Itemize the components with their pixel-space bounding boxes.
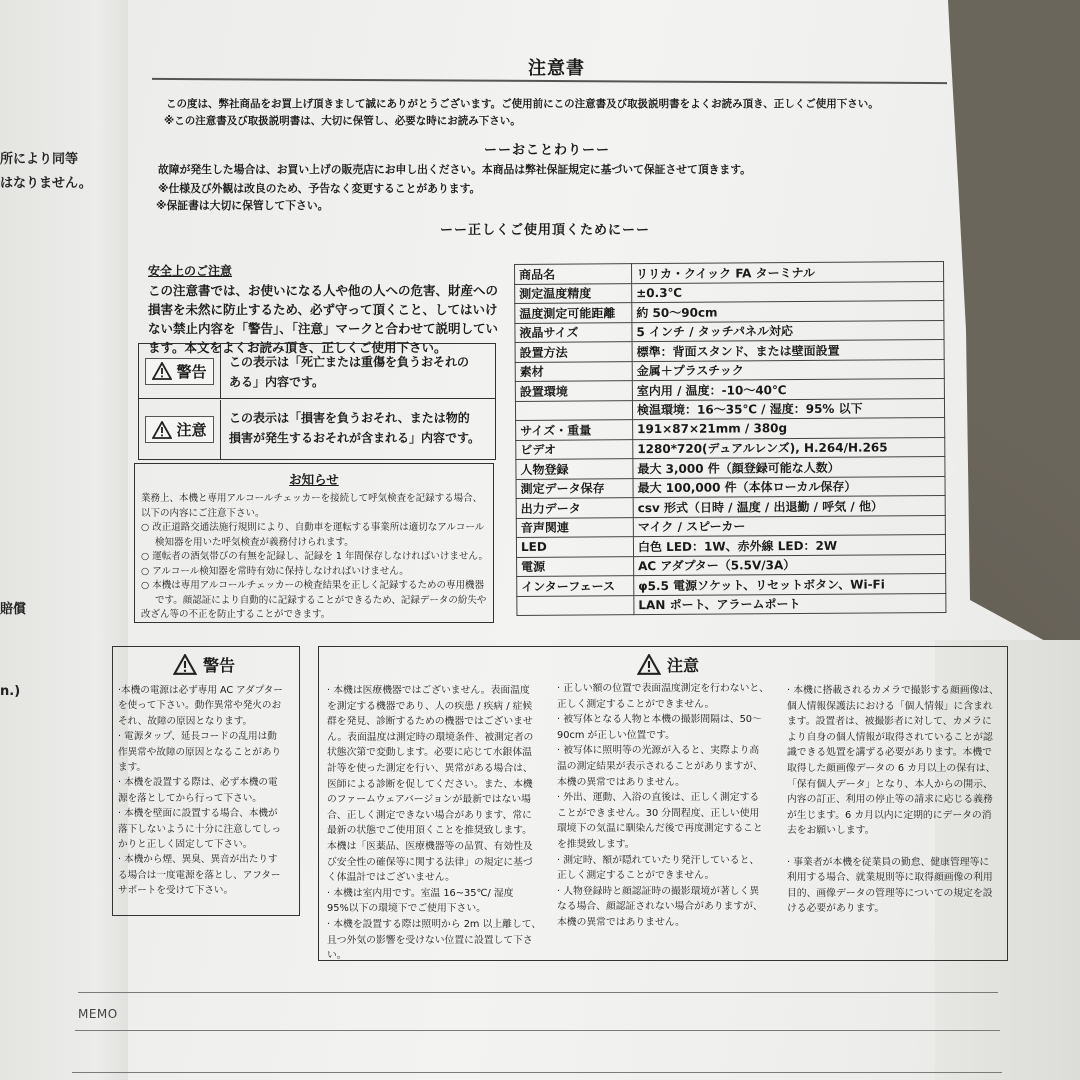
- warning-line: を使って下さい。動作異常や発火のお: [118, 700, 282, 712]
- caution-badge-label: 注意: [176, 421, 207, 439]
- disclaimer-line: 故障が発生した場合は、お買い上げの販売店にお申し出ください。本商品は弊社保証規定に基づいて保証させて頂きます。: [158, 163, 751, 176]
- spec-value: 室内用 / 温度：-10〜40℃: [632, 378, 944, 400]
- caution-description: 損害が発生するおそれが含まれる」内容です。: [229, 431, 481, 445]
- spec-key: 電源: [517, 556, 634, 576]
- memo-rule: [72, 1072, 1002, 1073]
- memo-rule: [78, 992, 998, 993]
- notice-box: [134, 463, 494, 623]
- memo-label: MEMO: [78, 1007, 118, 1021]
- spec-value: 最大 100,000 件（本体ローカル保存）: [633, 476, 945, 498]
- warning-line: それ、故障の原因となります。: [118, 715, 253, 727]
- spec-value: 191×87×21mm / 380g: [633, 417, 945, 439]
- notice-line: 改ざん等の不正を防止することができます。: [141, 609, 331, 620]
- notice-line: です。顔認証により自動的に記録することができるため、記録データの紛失や: [155, 594, 487, 606]
- warning-line: · 電源タップ、延長コードの乱用は動: [118, 731, 277, 743]
- warning-triangle-icon: [152, 421, 172, 439]
- warning-triangle-icon: [173, 654, 197, 675]
- disclaimer-heading: ーーおことわりーー: [484, 143, 611, 158]
- spec-key: 商品名: [515, 264, 632, 284]
- notice-heading: お知らせ: [289, 472, 339, 487]
- spec-key: インターフェース: [517, 576, 634, 596]
- caution-column-3: · 本機に搭載されるカメラで撮影する顔画像は、 個人情報保護法における「個人情報」に含まれ ます。設置者は、被撮影者に対して、カメラに より自身の個人情報が取得されていることが認 識できる処置を講ずる必要があります。本機で 取得した顔画像データの 6 カ月以上の保有は、 「保有個人データ」となり、本人からの開示、 内容の訂正、利用の停止等の請求に応じる義務 が生じます。6 カ月以内に定期的にデータの消 去をお願いします。 · 事業者が本機を従業員の勤怠、健康管理等に 利用する場合、就業規則等に取得顔画像の利用 目的、画像データの管理等についての規定を設 ける必要があります。: [787, 685, 999, 915]
- safety-line: 損害を未然に防止するため、必ず守って頂くこと、してはいけ: [148, 302, 498, 317]
- spec-key: [517, 595, 634, 615]
- mark-legend-table: [138, 343, 496, 460]
- page-title: 注意書: [528, 58, 585, 79]
- disclaimer-line: ※保証書は大切に保管して下さい。: [156, 199, 329, 212]
- notice-line: 検知器を用いた呼気検査が義務付けられます。: [155, 536, 354, 548]
- notice-line: 業務上、本機と専用アルコールチェッカーを接続して呼気検査を記録する場合、: [141, 493, 483, 504]
- spec-key: 温度測定可能距離: [515, 303, 632, 323]
- warning-box-title: 警告: [173, 653, 235, 676]
- spec-key: 出力データ: [516, 498, 633, 518]
- spec-value: マイク / スピーカー: [633, 515, 945, 537]
- safety-heading: 安全上のご注意: [148, 264, 233, 278]
- spec-key: LED: [516, 537, 633, 557]
- disclaimer-line: ※仕様及び外観は改良のため、予告なく変更することがあります。: [158, 182, 481, 195]
- left-page-fragment: n.): [0, 684, 21, 699]
- spec-value: 最大 3,000 件（顔登録可能な人数）: [633, 456, 945, 478]
- notice-line: ○ 運転者の酒気帯びの有無を記録し、記録を 1 年間保存しなければいけません。: [141, 551, 488, 562]
- spec-value: 1280*720(デュアルレンズ), H.264/H.265: [633, 437, 945, 459]
- spec-key: [515, 400, 632, 420]
- warning-line: 源を落としてから行って下さい。: [118, 792, 262, 804]
- spec-value: 白色 LED：1W、赤外線 LED：2W: [633, 534, 945, 556]
- spec-value: csv 形式（日時 / 温度 / 出退勤 / 呼気 / 他）: [633, 495, 945, 517]
- intro-line: ※この注意書及び取扱説明書は、大切に保管し、必要な時にお読み下さい。: [164, 115, 521, 127]
- caution-badge: [145, 416, 213, 443]
- caution-box: [318, 646, 1008, 961]
- spec-value: φ5.5 電源ソケット、リセットボタン、Wi-Fi: [634, 573, 946, 595]
- warning-line: 作異常や故障の原因となることがあり: [118, 746, 282, 758]
- warning-description: この表示は「死亡または重傷を負うおそれの: [229, 355, 470, 369]
- caution-column-2: · 正しい額の位置で表面温度測定を行わないと、 正しく測定することができません。 · 被写体となる人物と本機の撮影間隔は、50〜 90cm が正しい位置です。 · 被写体に照明等の光源が入ると、実際より高 温の測定結果が表示されることがありますが、 本機の異常ではありません。 · 外出、運動、入浴の直後は、正しく測定する ことができません。30 分間程度、正しい使用 環境下の気温に馴染んだ後で再度測定すること を推奨致します。 · 測定時、額が隠れていたり発汗していると、 正しく測定することができません。 · 人物登録時と顔認証時の撮影環境が著しく異 なる場合、顔認証されない場合がありますが、 本機の異常ではありません。: [557, 683, 769, 928]
- memo-rule: [75, 1030, 1000, 1031]
- safety-line: この注意書では、お使いになる人や他の人への危害、財産への: [148, 283, 499, 298]
- intro-line: この度は、弊社商品をお買上げ頂きまして誠にありがとうございます。ご使用前にこの注意書及び取扱説明書をよくお読み頂き、正しくご使用下さい。: [166, 98, 879, 110]
- caution-column-1: · 本機は医療機器ではございません。表面温度 を測定する機器であり、人の疾患 / 疾病 / 症候 群を発見、診断するための機器ではございませ ん。表面温度は測定時の環境条件、被測定者の 状態次第で変動します。必要に応じて水銀体温 計等を使った測定を行い、異常がある場合は、 医師による診断を促してください。また、本機 のファームウェアバージョンが最新ではない場 合、正しく測定できない場合があります、常に 最新の状態でご使用頂くことを推奨致します。 本機は「医薬品、医療機器等の品質、有効性及 び安全性の確保等に関する法律」の規定に基づ く体温計ではございません。 · 本機は室内用です。室温 16~35℃/ 湿度 95%以下の環境下でご使用下さい。 · 本機を設置する際は照明から 2m 以上離して、 且つ外気の影響を受けない位置に設置して下さ い。: [327, 685, 542, 962]
- spec-key: 人物登録: [516, 459, 633, 479]
- warning-line: · 本機から煙、異臭、異音が出たりす: [118, 854, 278, 866]
- notice-line: ○ 本機は専用アルコールチェッカーの検査結果を正しく記録するための専用機器: [141, 580, 484, 591]
- warning-line: ます。: [118, 762, 147, 774]
- spec-key: 液晶サイズ: [515, 322, 632, 342]
- warning-triangle-icon: [152, 362, 172, 380]
- warning-triangle-icon: [637, 654, 661, 675]
- spec-key: 測定温度精度: [515, 283, 632, 303]
- left-page-fragment: 賠償: [0, 602, 27, 617]
- mark-row-warning: [139, 344, 495, 399]
- caution-box-title: 注意: [637, 653, 699, 676]
- left-page-fragment: 所により同等: [0, 152, 79, 167]
- spec-value: ±0.3℃: [632, 281, 944, 303]
- safety-line: ます。本文をよくお読み頂き、正しくご使用下さい。: [148, 340, 447, 355]
- spec-row: [517, 593, 946, 615]
- caution-description: この表示は「損害を負うおそれ、または物的: [229, 411, 470, 425]
- spec-key: 音声関連: [516, 517, 633, 537]
- spec-key: ビデオ: [516, 439, 633, 459]
- spec-key: 素材: [515, 361, 632, 381]
- mark-row-caution: [139, 400, 495, 459]
- spec-key: 設置環境: [515, 381, 632, 401]
- left-page-fragment: はなりません。: [0, 176, 92, 191]
- notice-line: 以下の内容にご注意下さい。: [141, 507, 265, 519]
- spec-value: AC アダプター（5.5V/3A）: [634, 554, 946, 576]
- spec-value: 標準：背面スタンド、または壁面設置: [632, 339, 944, 361]
- spec-value: 約 50〜90cm: [632, 301, 944, 323]
- warning-line: サポートを受けて下さい。: [118, 885, 234, 897]
- warning-line: ·本機の電源は必ず専用 AC アダプター: [118, 685, 283, 696]
- notice-line: ○ アルコール検知器を常時有効に保持しなければいけません。: [141, 565, 409, 577]
- notice-line: ○ 改正道路交通法施行規則により、自動車を運転する事業所は適切なアルコール: [141, 522, 485, 533]
- spec-value: LAN ポート、アラームポート: [634, 593, 946, 615]
- spec-key: サイズ・重量: [516, 420, 633, 440]
- spec-value: 5 インチ / タッチパネル対応: [632, 320, 944, 342]
- safety-line: ない禁止内容を「警告」、「注意」マークと合わせて説明してい: [148, 321, 499, 336]
- proper-use-heading: ーー正しくご使用頂くためにーー: [440, 223, 651, 238]
- warning-box: [112, 646, 300, 916]
- warning-description: ある」内容です。: [229, 375, 325, 389]
- spec-value: 金属＋プラスチック: [632, 359, 944, 381]
- spec-key: 測定データ保存: [516, 478, 633, 498]
- spec-key: 設置方法: [515, 342, 632, 362]
- warning-line: る場合は一度電源を落とし、アフター: [118, 869, 281, 881]
- warning-line: · 本機を設置する際は、必ず本機の電: [118, 777, 278, 789]
- warning-line: 落下しないように十分に注意してしっ: [118, 823, 282, 835]
- warning-line: · 本機を壁面に設置する場合、本機が: [118, 808, 278, 820]
- warning-badge-label: 警告: [176, 362, 207, 381]
- warning-line: かりと正しく固定して下さい。: [118, 839, 253, 851]
- warning-badge: [145, 358, 213, 385]
- spec-value: リリカ・クイック FA ターミナル: [632, 262, 944, 284]
- spec-value: 検温環境：16〜35℃ / 湿度：95% 以下: [632, 398, 944, 420]
- spec-table: [514, 261, 946, 616]
